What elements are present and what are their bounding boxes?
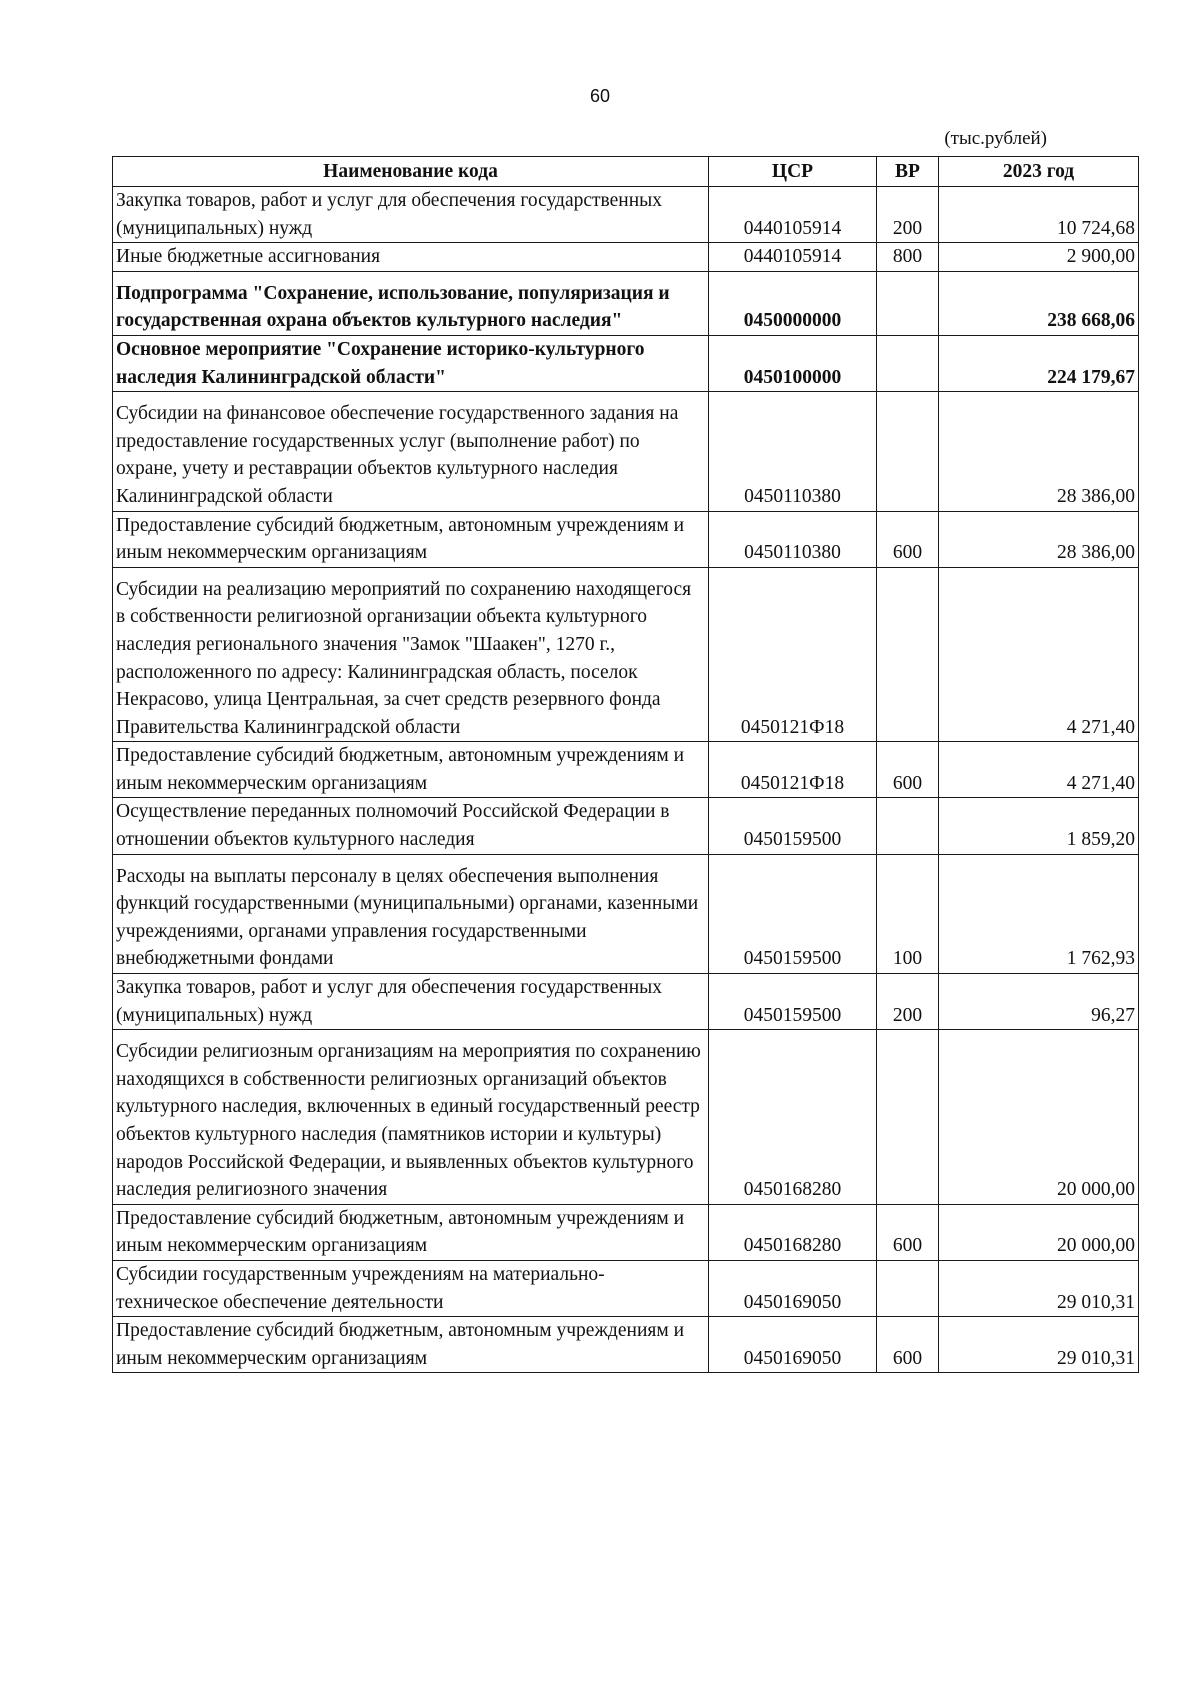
table-row — [113, 567, 1139, 742]
row-name-cell: Субсидии на финансовое обеспечение государственного задания на предоставление государственных услуг (выполнение работ) по охране, учету и реставрации объектов культурного наследия Калининградской области — [113, 392, 709, 511]
row-vr-cell: 200 — [877, 974, 939, 1030]
table-body — [113, 187, 1139, 1373]
table-row — [113, 1260, 1139, 1316]
page-number: 60 — [589, 86, 611, 106]
row-amount-cell: 1 859,20 — [939, 798, 1139, 854]
header-year: 2023 год — [939, 157, 1139, 187]
row-csr-cell: 0450159500 — [709, 854, 877, 973]
row-name-cell: Закупка товаров, работ и услуг для обеспечения государственных (муниципальных) нужд — [113, 187, 709, 243]
row-vr-cell — [877, 271, 939, 335]
row-name-cell: Субсидии на реализацию мероприятий по сохранению находящегося в собственности религиозной организации объекта культурного наследия регионального значения "Замок "Шаакен", 1270 г., расположенного по адресу: Калининградская область, поселок Некрасово, улица Центральная, за счет средств резервного фонда Правительства Калининградской области — [113, 567, 709, 742]
row-name-cell: Расходы на выплаты персоналу в целях обеспечения выполнения функций государственными (муниципальными) органами, казенными учреждениями, органами управления государственными внебюджетными фондами — [113, 854, 709, 973]
row-vr-cell: 600 — [877, 1317, 939, 1373]
row-csr-cell: 0450121Ф18 — [709, 567, 877, 742]
table-row — [113, 742, 1139, 798]
row-amount-cell: 224 179,67 — [939, 335, 1139, 391]
table-row — [113, 1317, 1139, 1373]
table-row — [113, 271, 1139, 335]
table-row — [113, 392, 1139, 511]
row-name-cell: Осуществление переданных полномочий Российской Федерации в отношении объектов культурного наследия — [113, 798, 709, 854]
row-vr-cell — [877, 1260, 939, 1316]
row-amount-cell: 4 271,40 — [939, 567, 1139, 742]
row-csr-cell: 0450000000 — [709, 271, 877, 335]
row-name-cell: Субсидии государственным учреждениям на материально-техническое обеспечение деятельности — [113, 1260, 709, 1316]
row-name-cell: Предоставление субсидий бюджетным, автономным учреждениям и иным некоммерческим организациям — [113, 511, 709, 567]
units-label: (тыс.рублей) — [944, 128, 1047, 149]
row-name-cell: Предоставление субсидий бюджетным, автономным учреждениям и иным некоммерческим организациям — [113, 742, 709, 798]
row-csr-cell: 0450110380 — [709, 511, 877, 567]
row-vr-cell — [877, 1030, 939, 1205]
row-csr-cell: 0450121Ф18 — [709, 742, 877, 798]
table-row — [113, 511, 1139, 567]
header-csr: ЦСР — [709, 157, 877, 187]
row-amount-cell: 1 762,93 — [939, 854, 1139, 973]
row-name-cell: Иные бюджетные ассигнования — [113, 243, 709, 272]
row-amount-cell: 29 010,31 — [939, 1317, 1139, 1373]
row-vr-cell — [877, 392, 939, 511]
table-row — [113, 974, 1139, 1030]
row-csr-cell: 0450169050 — [709, 1317, 877, 1373]
row-name-cell: Субсидии религиозным организациям на мероприятия по сохранению находящихся в собственности религиозных организаций объектов культурного наследия, включенных в единый государственный реестр объектов культурного наследия (памятников истории и культуры) народов Российской Федерации, и выявленных объектов культурного наследия религиозного значения — [113, 1030, 709, 1205]
row-vr-cell: 600 — [877, 1204, 939, 1260]
header-name: Наименование кода — [113, 157, 709, 187]
row-amount-cell: 28 386,00 — [939, 511, 1139, 567]
row-name-cell: Подпрограмма "Сохранение, использование, популяризация и государственная охрана объектов культурного наследия" — [113, 271, 709, 335]
row-csr-cell: 0440105914 — [709, 243, 877, 272]
row-amount-cell: 10 724,68 — [939, 187, 1139, 243]
row-vr-cell: 800 — [877, 243, 939, 272]
row-amount-cell: 96,27 — [939, 974, 1139, 1030]
row-csr-cell: 0450100000 — [709, 335, 877, 391]
table-row — [113, 798, 1139, 854]
row-name-cell: Закупка товаров, работ и услуг для обеспечения государственных (муниципальных) нужд — [113, 974, 709, 1030]
row-csr-cell: 0450169050 — [709, 1260, 877, 1316]
row-name-cell: Предоставление субсидий бюджетным, автономным учреждениям и иным некоммерческим организациям — [113, 1204, 709, 1260]
row-amount-cell: 2 900,00 — [939, 243, 1139, 272]
row-vr-cell — [877, 335, 939, 391]
row-amount-cell: 238 668,06 — [939, 271, 1139, 335]
table-row — [113, 1204, 1139, 1260]
row-amount-cell: 20 000,00 — [939, 1030, 1139, 1205]
row-amount-cell: 28 386,00 — [939, 392, 1139, 511]
row-amount-cell: 4 271,40 — [939, 742, 1139, 798]
row-name-cell: Основное мероприятие "Сохранение историко-культурного наследия Калининградской области" — [113, 335, 709, 391]
header-vr: ВР — [877, 157, 939, 187]
row-vr-cell: 200 — [877, 187, 939, 243]
table-row — [113, 1030, 1139, 1205]
row-csr-cell: 0450168280 — [709, 1030, 877, 1205]
row-csr-cell: 0450110380 — [709, 392, 877, 511]
table-header-row — [113, 157, 1139, 187]
table-row — [113, 243, 1139, 272]
row-vr-cell — [877, 567, 939, 742]
row-name-cell: Предоставление субсидий бюджетным, автономным учреждениям и иным некоммерческим организациям — [113, 1317, 709, 1373]
table-row — [113, 187, 1139, 243]
row-csr-cell: 0450159500 — [709, 798, 877, 854]
table-row — [113, 854, 1139, 973]
row-vr-cell — [877, 798, 939, 854]
row-csr-cell: 0440105914 — [709, 187, 877, 243]
row-csr-cell: 0450168280 — [709, 1204, 877, 1260]
row-amount-cell: 29 010,31 — [939, 1260, 1139, 1316]
row-amount-cell: 20 000,00 — [939, 1204, 1139, 1260]
row-vr-cell: 600 — [877, 511, 939, 567]
row-vr-cell: 600 — [877, 742, 939, 798]
row-csr-cell: 0450159500 — [709, 974, 877, 1030]
row-vr-cell: 100 — [877, 854, 939, 973]
table-row — [113, 335, 1139, 391]
budget-table — [112, 156, 1139, 1373]
